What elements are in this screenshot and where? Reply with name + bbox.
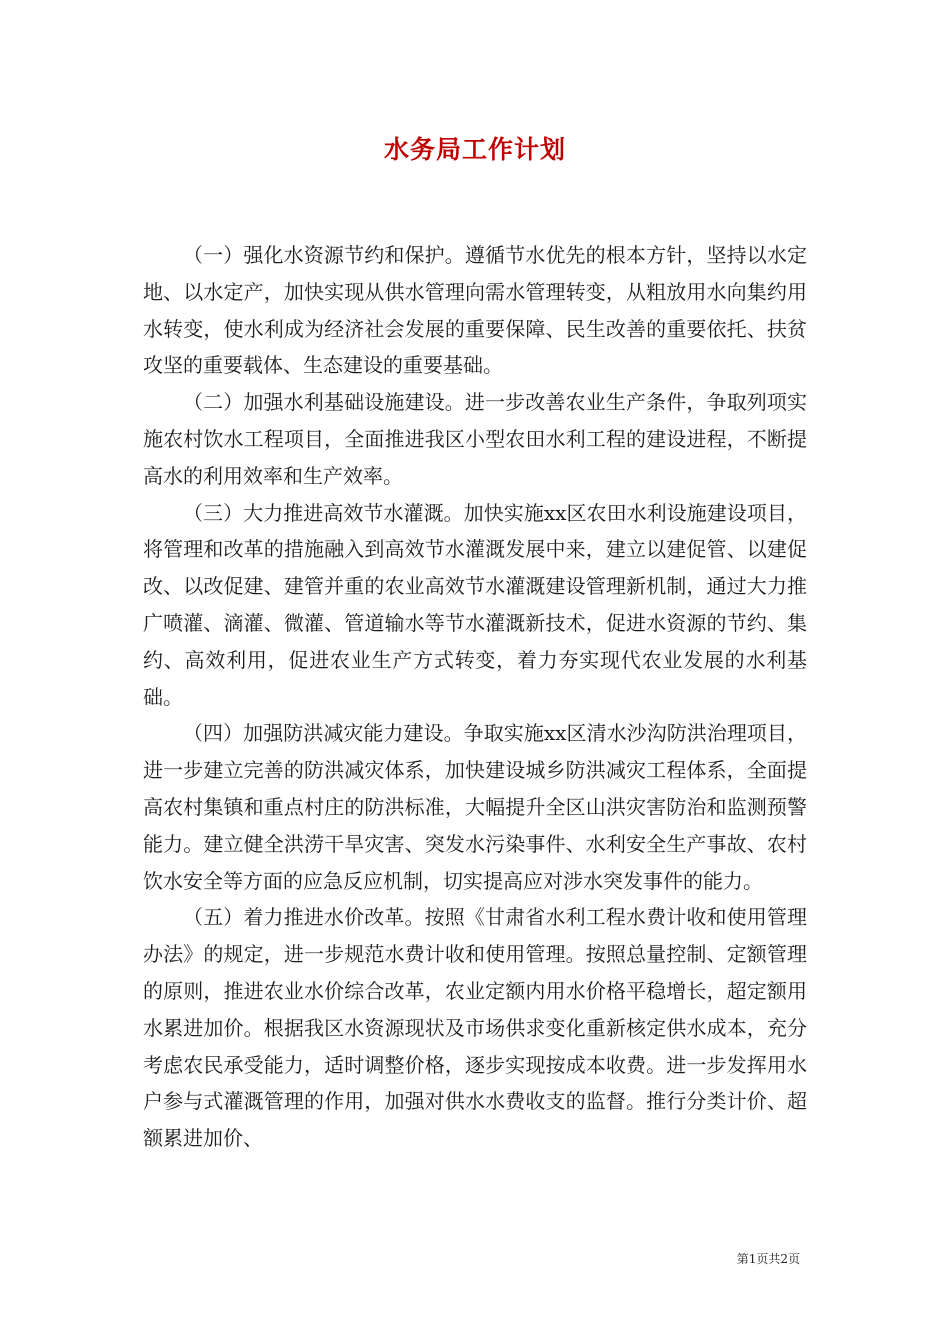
paragraph-5: （五）着力推进水价改革。按照《甘肃省水利工程水费计收和使用管理办法》的规定，进一步规范水费计收和使用管理。按照总量控制、定额管理的原则，推进农业水价综合改革，农业定额内用水价格平稳增长，超定额用水累进加价。根据我区水资源现状及市场供求变化重新核定供水成本，充分考虑农民承受能力，适时调整价格，逐步实现按成本收费。进一步发挥用水户参与式灌溉管理的作用，加强对供水水费收支的监督。推行分类计价、超额累进加价、 bbox=[143, 905, 807, 1151]
paragraph-3: （三）大力推进高效节水灌溉。加快实施xx区农田水利设施建设项目，将管理和改革的措施融入到高效节水灌溉发展中来，建立以建促管、以建促改、以改促建、建管并重的农业高效节水灌溉建设管理新机制，通过大力推广喷灌、滴灌、微灌、管道输水等节水灌溉新技术，促进水资源的节约、集约、高效利用，促进农业生产方式转变，着力夯实现代农业发展的水利基础。 bbox=[143, 500, 807, 709]
page-number-footer: 第1页共2页 bbox=[736, 1252, 800, 1266]
paragraph-2: （二）加强水利基础设施建设。进一步改善农业生产条件，争取列项实施农村饮水工程项目，全面推进我区小型农田水利工程的建设进程，不断提高水的利用效率和生产效率。 bbox=[143, 390, 807, 488]
document-body bbox=[143, 237, 807, 1157]
document-title: 水务局工作计划 bbox=[383, 135, 566, 164]
paragraph-4: （四）加强防洪减灾能力建设。争取实施xx区清水沙沟防洪治理项目，进一步建立完善的防洪减灾体系，加快建设城乡防洪减灾工程体系，全面提高农村集镇和重点村庄的防洪标准，大幅提升全区山洪灾害防治和监测预警能力。建立健全洪涝干旱灾害、突发水污染事件、水利安全生产事故、农村饮水安全等方面的应急反应机制，切实提高应对涉水突发事件的能力。 bbox=[143, 721, 807, 893]
paragraph-1: （一）强化水资源节约和保护。遵循节水优先的根本方针，坚持以水定地、以水定产，加快实现从供水管理向需水管理转变，从粗放用水向集约用水转变，使水利成为经济社会发展的重要保障、民生改善的重要依托、扶贫攻坚的重要载体、生态建设的重要基础。 bbox=[143, 243, 807, 378]
